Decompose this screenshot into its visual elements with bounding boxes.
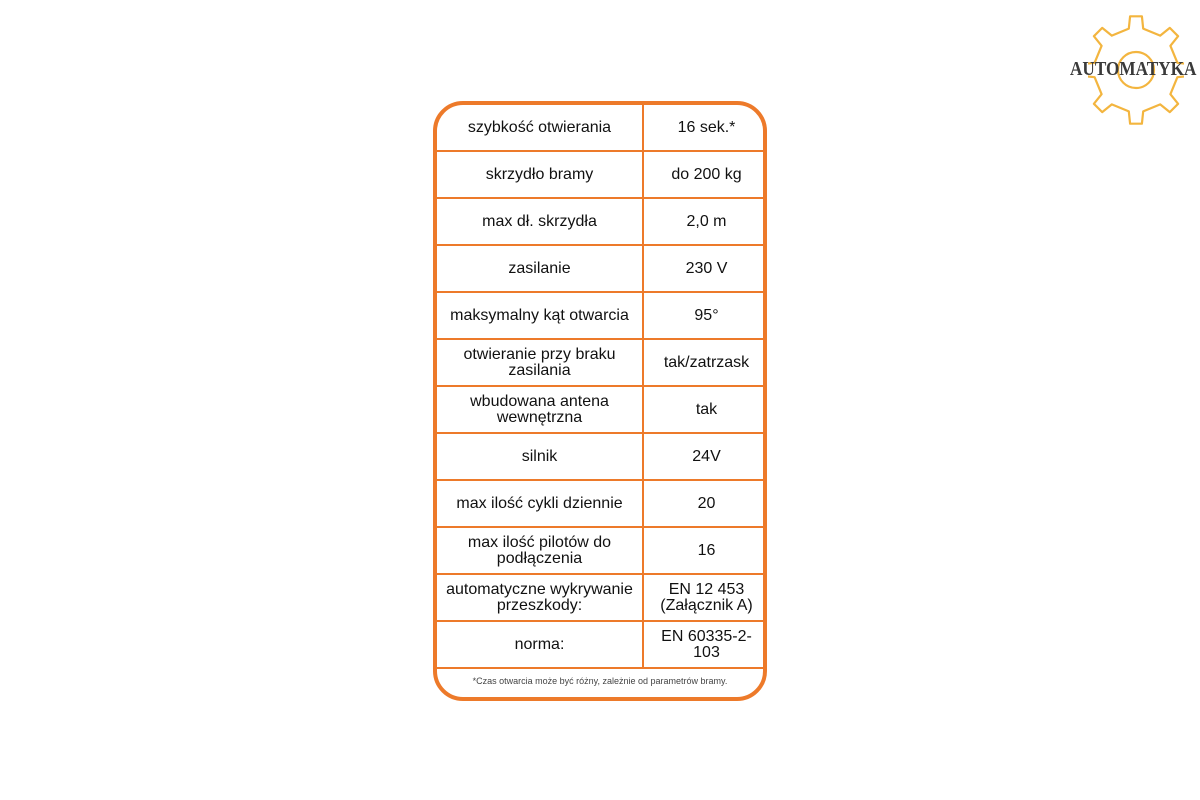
- table-row: [437, 292, 767, 339]
- spec-value: EN 60335-2-103: [643, 621, 767, 668]
- table-row: [437, 105, 767, 151]
- table-row: [437, 433, 767, 480]
- spec-value: 16 sek.*: [643, 105, 767, 151]
- spec-value: tak: [643, 386, 767, 433]
- spec-value: do 200 kg: [643, 151, 767, 198]
- table-row: [437, 339, 767, 386]
- footnote: *Czas otwarcia może być różny, zależnie od parametrów bramy.: [472, 676, 728, 686]
- spec-label: skrzydło bramy: [437, 151, 643, 198]
- spec-label: szybkość otwierania: [437, 105, 643, 151]
- table-row: [437, 574, 767, 621]
- brand-logo: [1070, 14, 1197, 126]
- table-row: [437, 527, 767, 574]
- spec-label: max dł. skrzydła: [437, 198, 643, 245]
- table-row: [437, 621, 767, 668]
- table-row: [437, 245, 767, 292]
- spec-value: tak/zatrzask: [643, 339, 767, 386]
- spec-value: 24V: [643, 433, 767, 480]
- spec-table: [437, 105, 767, 669]
- spec-card: [433, 101, 767, 701]
- spec-label: max ilość pilotów do podłączenia: [437, 527, 643, 574]
- spec-value: 2,0 m: [643, 198, 767, 245]
- spec-label: wbudowana antena wewnętrzna: [437, 386, 643, 433]
- brand-logo-text: AUTOMATYKA: [1070, 58, 1197, 80]
- spec-value: EN 12 453 (Załącznik A): [643, 574, 767, 621]
- spec-label: max ilość cykli dziennie: [437, 480, 643, 527]
- spec-label: silnik: [437, 433, 643, 480]
- spec-label: norma:: [437, 621, 643, 668]
- spec-label: otwieranie przy braku zasilania: [437, 339, 643, 386]
- spec-label: zasilanie: [437, 245, 643, 292]
- spec-value: 16: [643, 527, 767, 574]
- spec-label: maksymalny kąt otwarcia: [437, 292, 643, 339]
- table-row: [437, 386, 767, 433]
- spec-value: 95°: [643, 292, 767, 339]
- table-row: [437, 198, 767, 245]
- spec-value: 20: [643, 480, 767, 527]
- table-row: [437, 151, 767, 198]
- spec-value: 230 V: [643, 245, 767, 292]
- spec-label: automatyczne wykrywanie przeszkody:: [437, 574, 643, 621]
- table-row: [437, 480, 767, 527]
